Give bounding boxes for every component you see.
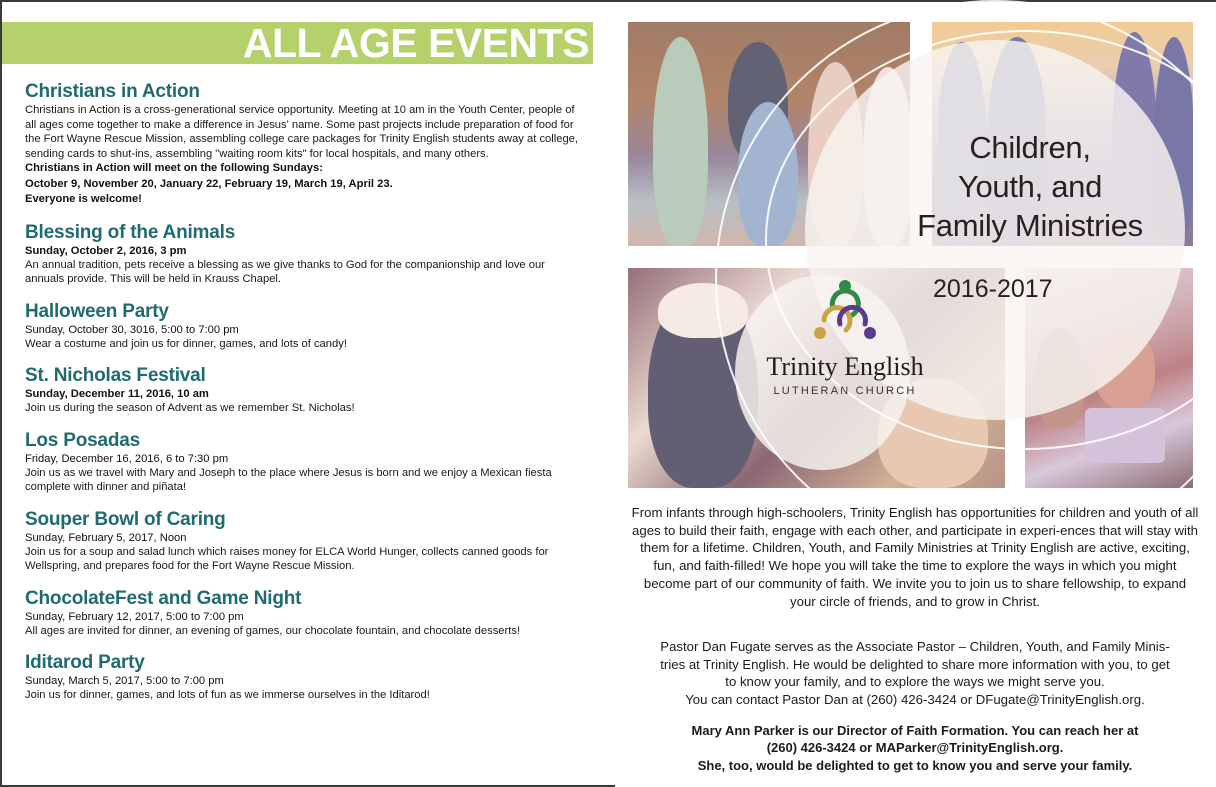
event-chocolatefest: [25, 587, 585, 639]
event-date: Friday, December 16, 2016, 6 to 7:30 pm: [25, 452, 229, 465]
all-age-events-page: [2, 0, 610, 787]
pastor-line: to know your family, and to explore the ways we might serve you.: [725, 674, 1105, 690]
person-figure: [738, 102, 798, 246]
event-description: Wear a costume and join us for dinner, games, and lots of candy!: [25, 337, 347, 350]
event-title: Christians in Action: [25, 81, 200, 102]
events-list: [25, 80, 585, 716]
ministries-cover-page: [615, 0, 1216, 787]
event-title: Souper Bowl of Caring: [25, 508, 226, 530]
church-logo: [745, 278, 945, 397]
hero-title: [845, 128, 1215, 245]
event-title: St. Nicholas Festival: [25, 365, 206, 386]
event-los-posadas: [25, 429, 585, 495]
event-description: Join us for a soup and salad lunch which raises money for ELCA World Hunger, collects canned goods for Wellspring, and prepares food for the Fort Wayne Rescue Mission.: [25, 545, 549, 572]
director-line: Mary Ann Parker is our Director of Faith Formation. You can reach her at: [691, 723, 1139, 738]
event-st-nicholas-festival: [25, 364, 585, 416]
event-description: All ages are invited for dinner, an evening of games, our chocolate fountain, and chocolate desserts!: [25, 624, 521, 637]
event-date: Sunday, October 2, 2016, 3 pm: [25, 244, 187, 257]
event-date: Sunday, February 12, 2017, 5:00 to 7:00 pm: [25, 610, 244, 623]
trinity-knot-icon: [810, 278, 880, 348]
pastor-line: You can contact Pastor Dan at (260) 426-3424 or DFugate@TrinityEnglish.org.: [685, 692, 1145, 708]
program-year: 2016-2017: [933, 275, 1053, 303]
event-halloween-party: [25, 300, 585, 352]
pastor-line: tries at Trinity English. He would be delighted to share more information with you, to get: [660, 656, 1170, 672]
director-line: She, too, would be delighted to get to know you and serve your family.: [697, 757, 1133, 773]
event-date: Sunday, December 11, 2016, 10 am: [25, 388, 209, 400]
event-description: Join us during the season of Advent as we remember St. Nicholas!: [25, 402, 355, 414]
church-subtitle: LUTHERAN CHURCH: [773, 385, 917, 397]
event-title: ChocolateFest and Game Night: [25, 587, 302, 609]
event-description: An annual tradition, pets receive a blessing as we give thanks to God for the companionship and love our annuals provide. This will be held in Krauss Chapel.: [25, 258, 545, 285]
event-closing: Everyone is welcome!: [25, 193, 142, 205]
person-figure: [728, 42, 788, 162]
hero-title-line: Family Ministries: [917, 208, 1143, 243]
event-title: Blessing of the Animals: [25, 221, 236, 243]
event-title: Halloween Party: [25, 300, 169, 322]
event-iditarod-party: [25, 651, 585, 703]
event-date: Sunday, February 5, 2017, Noon: [25, 531, 187, 544]
person-figure: [658, 283, 748, 338]
section-banner: [2, 22, 593, 64]
craft-tray: [1085, 408, 1165, 463]
event-description: Join us for dinner, games, and lots of fun as we immerse ourselves in the Iditarod!: [25, 689, 430, 701]
event-date: Sunday, October 30, 3016, 5:00 to 7:00 pm: [25, 323, 239, 336]
event-schedule-dates: October 9, November 20, January 22, February 19, March 19, April 23.: [25, 177, 393, 190]
event-schedule-heading: Christians in Action will meet on the following Sundays:: [25, 162, 323, 174]
event-christians-in-action: [25, 80, 585, 208]
event-blessing-of-animals: [25, 221, 585, 287]
event-date: Sunday, March 5, 2017, 5:00 to 7:00 pm: [25, 675, 224, 687]
hero-title-line: Youth, and: [957, 169, 1103, 204]
event-description: Join us as we travel with Mary and Joseph to the place where Jesus is born and we enjoy a Mexican fiesta complete with dinner and piñata!: [25, 466, 552, 493]
director-contact: [630, 722, 1200, 774]
event-description: Christians in Action is a cross-generational service opportunity. Meeting at 10 am in the Youth Center, people of all ages come together to make a difference in Jesus' name. Some past projects include preparation of food for the Fort Wayne Rescue Mission, assembling college care packages for Trinity English students away at college, sending cards to shut-ins, assembling "waiting room kits" for local hospitals, and many others.: [25, 104, 579, 160]
event-souper-bowl: [25, 508, 585, 574]
event-title: Iditarod Party: [25, 652, 145, 673]
pastor-line: Pastor Dan Fugate serves as the Associate Pastor – Children, Youth, and Family Minis-: [660, 639, 1170, 654]
banner-title: ALL AGE EVENTS: [242, 20, 589, 66]
pastor-contact: [630, 638, 1200, 709]
intro-paragraph: From infants through high-schoolers, Trinity English has opportunities for children and youth of all ages to build their faith, engage with each other, and participate in experi-ences that will stay with them for a lifetime. Children, Youth, and Family Ministries at Trinity English are active, exciting, fun, and faith-filled! We hope you will take the time to explore the ways in which you might become part of our community of faith. We invite you to join us to share fellowship, to expand your circle of friends, and to grow in Christ.: [631, 505, 1199, 609]
church-name: Trinity English: [766, 352, 924, 381]
person-figure: [653, 37, 708, 246]
hero-title-line: Children,: [969, 130, 1091, 165]
event-title: Los Posadas: [25, 429, 141, 451]
director-line: (260) 426-3424 or MAParker@TrinityEnglish.org.: [766, 740, 1064, 756]
